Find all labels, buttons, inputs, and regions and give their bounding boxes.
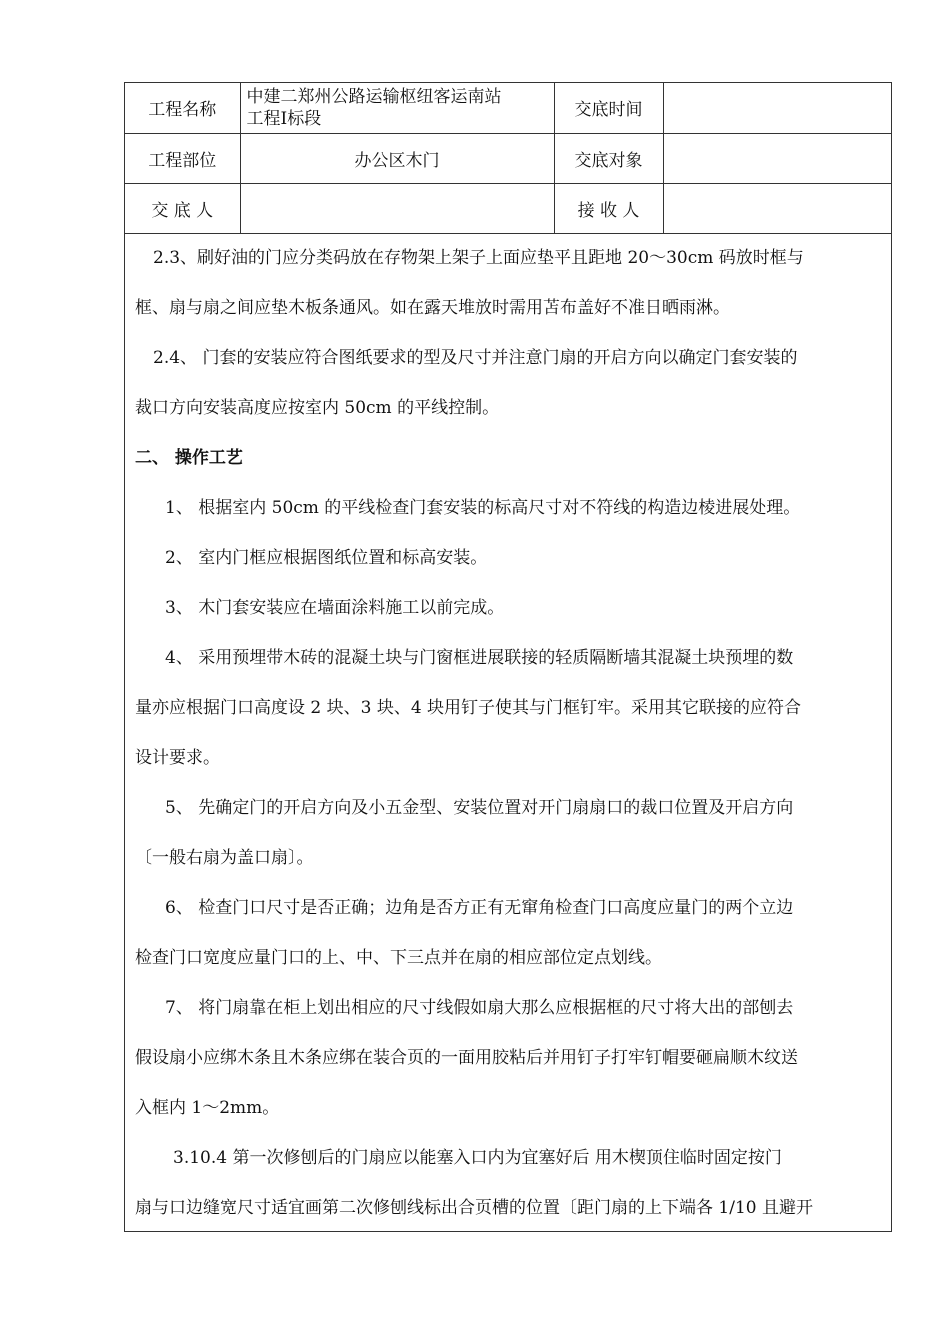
- document-body: [125, 233, 891, 1233]
- project-name-line2: 工程Ⅰ标段: [246, 108, 322, 129]
- item-2: 2、 室内门框应根据图纸位置和标高安装。: [165, 548, 488, 568]
- paragraph-2-4-line2: 裁口方向安装高度应按室内 50cm 的平线控制。: [135, 398, 500, 418]
- handover-target-label: 交底对象: [554, 133, 663, 183]
- paragraph-3-10-4-line2: 扇与口边缝宽尺寸适宜画第二次修刨线标出合页槽的位置〔距门扇的上下端各 1/10 且避开: [135, 1198, 813, 1218]
- item-5-line2: 〔一般右扇为盖口扇〕。: [135, 848, 314, 868]
- section-title-operation-process: 二、 操作工艺: [135, 448, 243, 468]
- header-table: [125, 83, 891, 234]
- paragraph-3-10-4-line1: 3.10.4 第一次修刨后的门扇应以能塞入口内为宜塞好后 用木楔顶住临时固定按门: [173, 1148, 782, 1168]
- item-5-line1: 5、 先确定门的开启方向及小五金型、安装位置对开门扇扇口的裁口位置及开启方向: [165, 798, 794, 818]
- item-7-line2: 假设扇小应绑木条且木条应绑在装合页的一面用胶粘后并用钉子打牢钉帽要砸扁顺木纹送: [135, 1048, 798, 1068]
- project-name-line1: 中建二郑州公路运输枢纽客运南站: [246, 86, 502, 107]
- item-4-line3: 设计要求。: [135, 748, 220, 768]
- item-6-line2: 检查门口宽度应量门口的上、中、下三点并在扇的相应部位定点划线。: [135, 948, 662, 968]
- project-name-label: 工程名称: [125, 83, 240, 133]
- paragraph-2-3-line2: 框、扇与扇之间应垫木板条通风。如在露天堆放时需用苫布盖好不准日晒雨淋。: [135, 298, 730, 318]
- project-name-value: [240, 83, 554, 133]
- handover-document-frame: [124, 82, 892, 1232]
- handover-time-value: [663, 83, 891, 133]
- header-row-project-part: [125, 133, 891, 183]
- paragraph-2-4-line1: 2.4、 门套的安装应符合图纸要求的型及尺寸并注意门扇的开启方向以确定门套安装的: [153, 348, 798, 368]
- item-3: 3、 木门套安装应在墙面涂料施工以前完成。: [165, 598, 505, 618]
- handover-time-label: 交底时间: [554, 83, 663, 133]
- item-7-line3: 入框内 1～2mm。: [135, 1098, 280, 1118]
- item-6-line1: 6、 检查门口尺寸是否正确；边角是否方正有无窜角检查门口高度应量门的两个立边: [165, 898, 794, 918]
- handover-person-value: [240, 183, 554, 233]
- handover-target-value: [663, 133, 891, 183]
- header-row-persons: [125, 183, 891, 233]
- paragraph-2-3-line1: 2.3、刷好油的门应分类码放在存物架上架子上面应垫平且距地 20～30cm 码放时框与: [153, 248, 804, 268]
- receiver-value: [663, 183, 891, 233]
- item-1: 1、 根据室内 50cm 的平线检查门套安装的标高尺寸对不符线的构造边棱进展处理。: [165, 498, 801, 518]
- item-7-line1: 7、 将门扇靠在柜上划出相应的尺寸线假如扇大那么应根据框的尺寸将大出的部刨去: [165, 998, 794, 1018]
- receiver-label: 接 收 人: [554, 183, 663, 233]
- project-part-value: 办公区木门: [240, 133, 554, 183]
- project-part-label: 工程部位: [125, 133, 240, 183]
- item-4-line1: 4、 采用预埋带木砖的混凝土块与门窗框进展联接的轻质隔断墙其混凝土块预埋的数: [165, 648, 794, 668]
- handover-person-label: 交 底 人: [125, 183, 240, 233]
- header-row-project-name: [125, 83, 891, 133]
- item-4-line2: 量亦应根据门口高度设 2 块、3 块、4 块用钉子使其与门框钉牢。采用其它联接的应符合: [135, 698, 802, 718]
